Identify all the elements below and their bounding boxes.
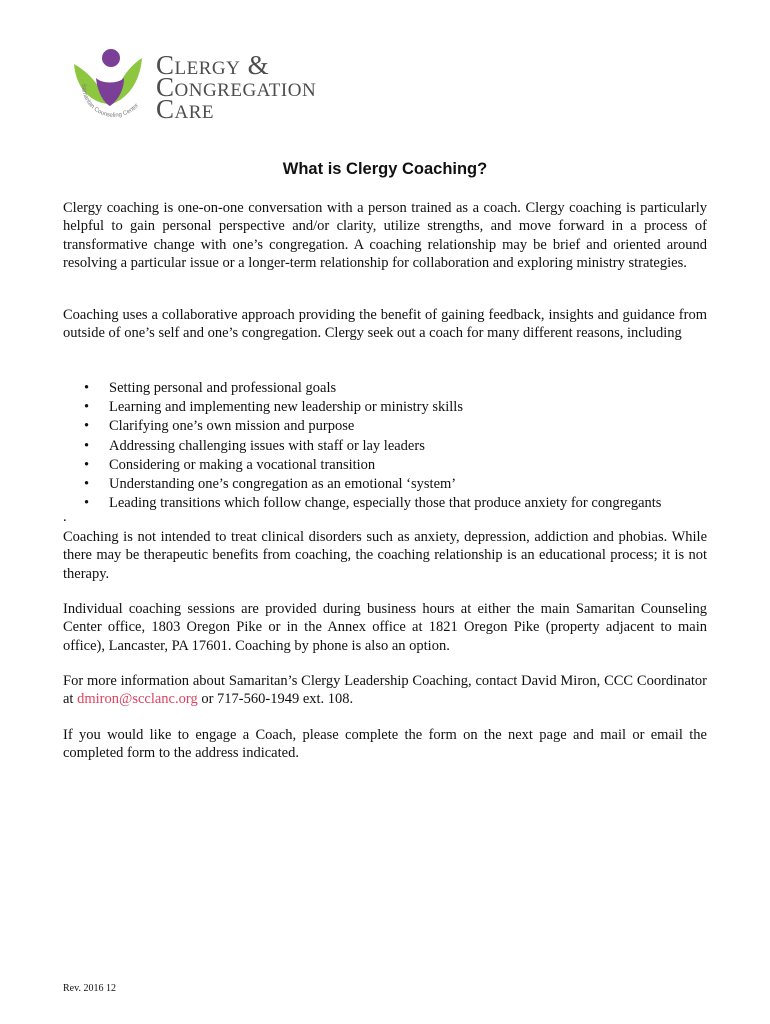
list-item [63,494,723,513]
contact-email-link[interactable]: dmiron@scclanc.org [77,691,198,708]
contact-text-after: or 717-560-1949 ext. 108. [197,691,354,708]
logo-emblem [72,44,156,130]
logo-line-congregation: Congregation [156,72,317,102]
list-item [63,417,723,436]
engage-paragraph: If you would like to engage a Coach, please complete the form on the next page and mail or email the completed form to the address indicated. [63,727,707,762]
list-item-text: Addressing challenging issues with staff or lay leaders [109,437,425,454]
page-title: What is Clergy Coaching? [282,160,488,178]
bullet-icon: • [84,476,90,493]
list-item [63,398,723,417]
list-item [63,437,723,456]
disclaimer-paragraph: Coaching is not intended to treat clinical disorders such as anxiety, depression, addiction and phobias. While there may be therapeutic benefits from coaching, the coaching relationship is an educational process; it is not therapy. [63,529,707,582]
contact-text-before: For more information about Samaritan’s Clergy Leadership Coaching, contact David Miron, CCC Coordinator at [63,673,707,708]
bullet-icon: • [84,399,90,416]
bullet-icon: • [84,380,90,396]
intro-paragraph: Clergy coaching is one-on-one conversation with a person trained as a coach. Clergy coaching is particularly helpful to gain personal perspective and/or clarity, utilize strengths, and move forward in a process of transformative change with one’s congregation. A coaching relationship may be brief and oriented around resolving a particular issue or a longer-term relationship for collaboration and exploring ministry strategies. [63,200,707,272]
list-item-text: Clarifying one’s own mission and purpose [109,418,355,435]
organization-logo [72,44,317,130]
revision-footer: Rev. 2016 12 [63,983,116,994]
logo-line-clergy: Clergy & [156,50,270,80]
list-item [63,456,723,475]
bullet-icon: • [84,437,90,454]
list-item [63,475,723,494]
logo-wordmark [156,50,317,124]
list-item-text: Setting personal and professional goals [109,380,337,396]
reasons-list [63,379,723,513]
list-item [63,379,723,398]
list-item-text: Considering or making a vocational transition [109,456,376,473]
list-item-text: Learning and implementing new leadership or ministry skills [109,399,463,416]
list-item-text: Leading transitions which follow change, especially those that produce anxiety for congregants [109,495,662,512]
bullet-icon: • [84,418,90,435]
approach-paragraph: Coaching uses a collaborative approach providing the benefit of gaining feedback, insights and guidance from outside of one’s self and one’s congregation. Clergy seek out a coach for many different reasons, including [63,307,707,342]
list-item-text: Understanding one’s congregation as an emotional ‘system’ [109,476,457,493]
contact-paragraph [63,672,707,709]
logo-arc-text: Samaritan Counseling Center [79,83,141,119]
bullet-icon: • [84,495,90,512]
logo-line-care: Care [156,94,215,124]
bullet-icon: • [84,456,90,473]
locations-paragraph: Individual coaching sessions are provided during business hours at either the main Samaritan Counseling Center office, 1803 Oregon Pike or in the Annex office at 1821 Oregon Pike (property adjacent to main office), Lancaster, PA 17601. Coaching by phone is also an option. [63,601,707,654]
stray-period: . [63,509,67,525]
